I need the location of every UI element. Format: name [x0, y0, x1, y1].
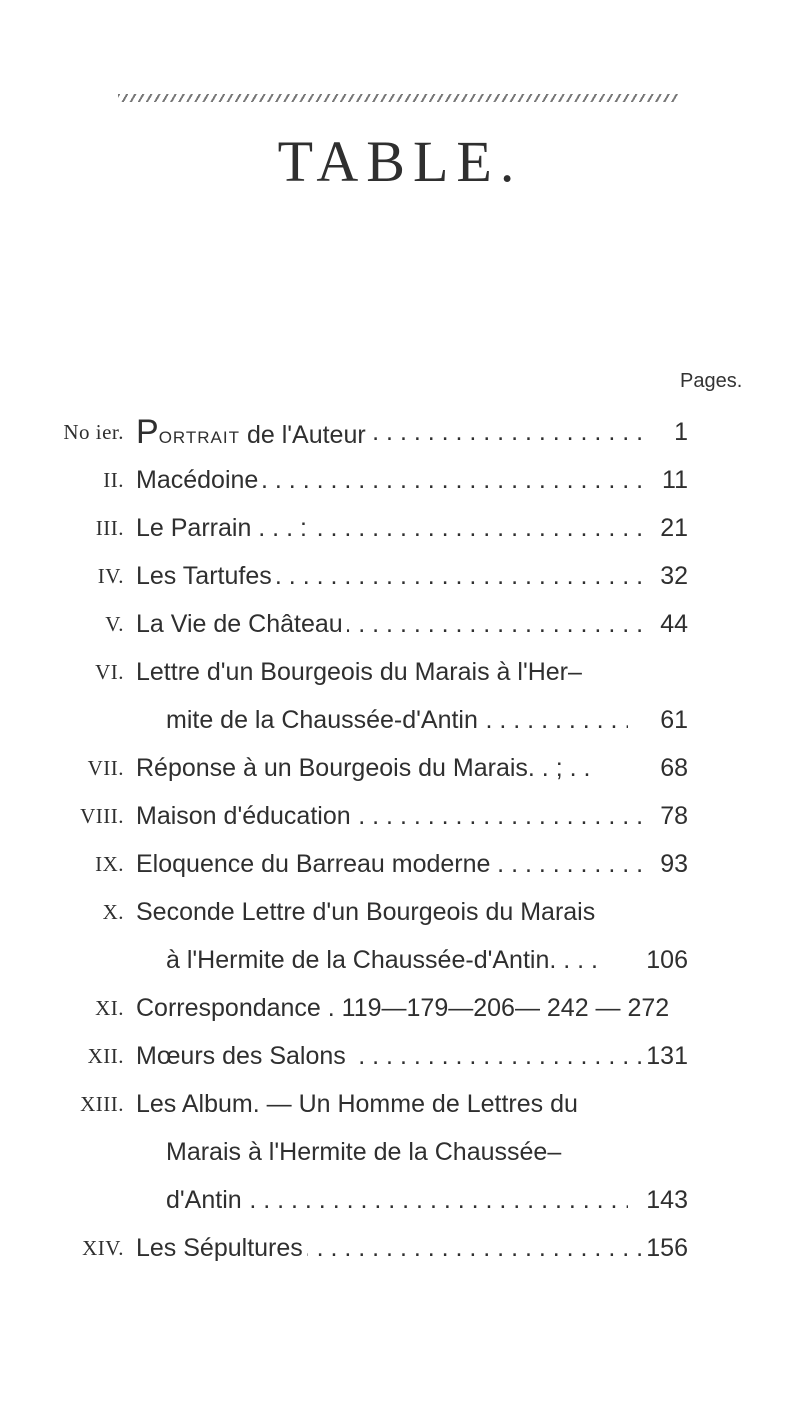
entry-number: No ier. [63, 420, 124, 444]
entry-title: Correspondance . 119—179—206— 242 — 272 [136, 994, 670, 1022]
page-number: 143 [646, 1186, 688, 1214]
page-number: 21 [660, 514, 688, 542]
page-number: 78 [660, 802, 688, 830]
entry-title-line-1: Seconde Lettre d'un Bourgeois du Marais [136, 898, 596, 926]
pages-column-header: Pages. [680, 370, 743, 392]
entry-number: XI. [95, 996, 124, 1020]
toc-entry-11[interactable] [48, 984, 688, 1032]
entry-number: IX. [95, 852, 124, 876]
page-number: 68 [660, 754, 688, 782]
page-number: 93 [660, 850, 688, 878]
entry-title: Réponse à un Bourgeois du Marais. . ; . . [136, 754, 591, 782]
toc-entry-8[interactable] [48, 792, 688, 840]
entry-number: IV. [97, 564, 124, 588]
entry-number: VII. [87, 756, 124, 780]
entry-title-line-1: Les Album. — Un Homme de Lettres du [136, 1090, 578, 1118]
entry-title: Le Parrain . . . : [136, 514, 311, 542]
toc-entry-3[interactable] [48, 504, 688, 552]
entry-title-line-3: d'Antin [166, 1186, 246, 1214]
table-of-contents [48, 408, 688, 1272]
toc-entry-4[interactable] [48, 552, 688, 600]
entry-title [136, 413, 370, 451]
entry-title: Macédoine [136, 466, 262, 494]
entry-number: V. [105, 612, 124, 636]
entry-title-line-2: mite de la Chaussée-d'Antin [166, 706, 482, 734]
page-number: 11 [662, 466, 688, 494]
page-title: TABLE. [277, 129, 523, 194]
page-number: 61 [660, 706, 688, 734]
toc-entry-2[interactable] [48, 456, 688, 504]
entry-number: VI. [95, 660, 124, 684]
toc-entry-1[interactable] [48, 408, 688, 456]
toc-entry-13[interactable] [48, 1080, 688, 1128]
entry-number: XIII. [80, 1092, 124, 1116]
page-number: 106 [646, 946, 688, 974]
toc-entry-6-cont[interactable] [48, 696, 688, 744]
toc-entry-6[interactable] [48, 648, 688, 696]
entry-number: XII. [87, 1044, 124, 1068]
toc-entry-13-cont-2[interactable] [48, 1176, 688, 1224]
toc-entry-7[interactable] [48, 744, 688, 792]
entry-title-line-2: Marais à l'Hermite de la Chaussée– [166, 1138, 562, 1166]
entry-number: XIV. [82, 1236, 124, 1260]
entry-number: VIII. [80, 804, 124, 828]
toc-entry-13-cont[interactable] [48, 1128, 688, 1176]
toc-entry-14[interactable] [48, 1224, 688, 1272]
drop-cap: P [136, 413, 159, 451]
entry-title: La Vie de Château [136, 610, 347, 638]
entry-title-line-2: à l'Hermite de la Chaussée-d'Antin. . . . [166, 946, 598, 974]
toc-entry-5[interactable] [48, 600, 688, 648]
entry-title: Les Sépultures [136, 1234, 307, 1262]
decorative-rule [118, 94, 678, 102]
page-number: 131 [646, 1042, 688, 1070]
entry-number: II. [103, 468, 124, 492]
toc-entry-10[interactable] [48, 888, 688, 936]
page-number: 32 [660, 562, 688, 590]
entry-title-line-1: Lettre d'un Bourgeois du Marais à l'Her– [136, 658, 582, 686]
toc-entry-9[interactable] [48, 840, 688, 888]
small-caps-text: ORTRAIT [158, 428, 240, 447]
page-number: 156 [646, 1234, 688, 1262]
entry-number: X. [102, 900, 124, 924]
entry-title: Eloquence du Barreau moderne [136, 850, 494, 878]
entry-title: Maison d'éducation [136, 802, 355, 830]
toc-entry-10-cont[interactable] [48, 936, 688, 984]
entry-title: Mœurs des Salons [136, 1042, 350, 1070]
entry-number: III. [95, 516, 124, 540]
entry-title-rest: de l'Auteur [240, 421, 366, 449]
toc-entry-12[interactable] [48, 1032, 688, 1080]
entry-title: Les Tartufes [136, 562, 276, 590]
page-number: 1 [674, 418, 688, 446]
page-number: 44 [660, 610, 688, 638]
